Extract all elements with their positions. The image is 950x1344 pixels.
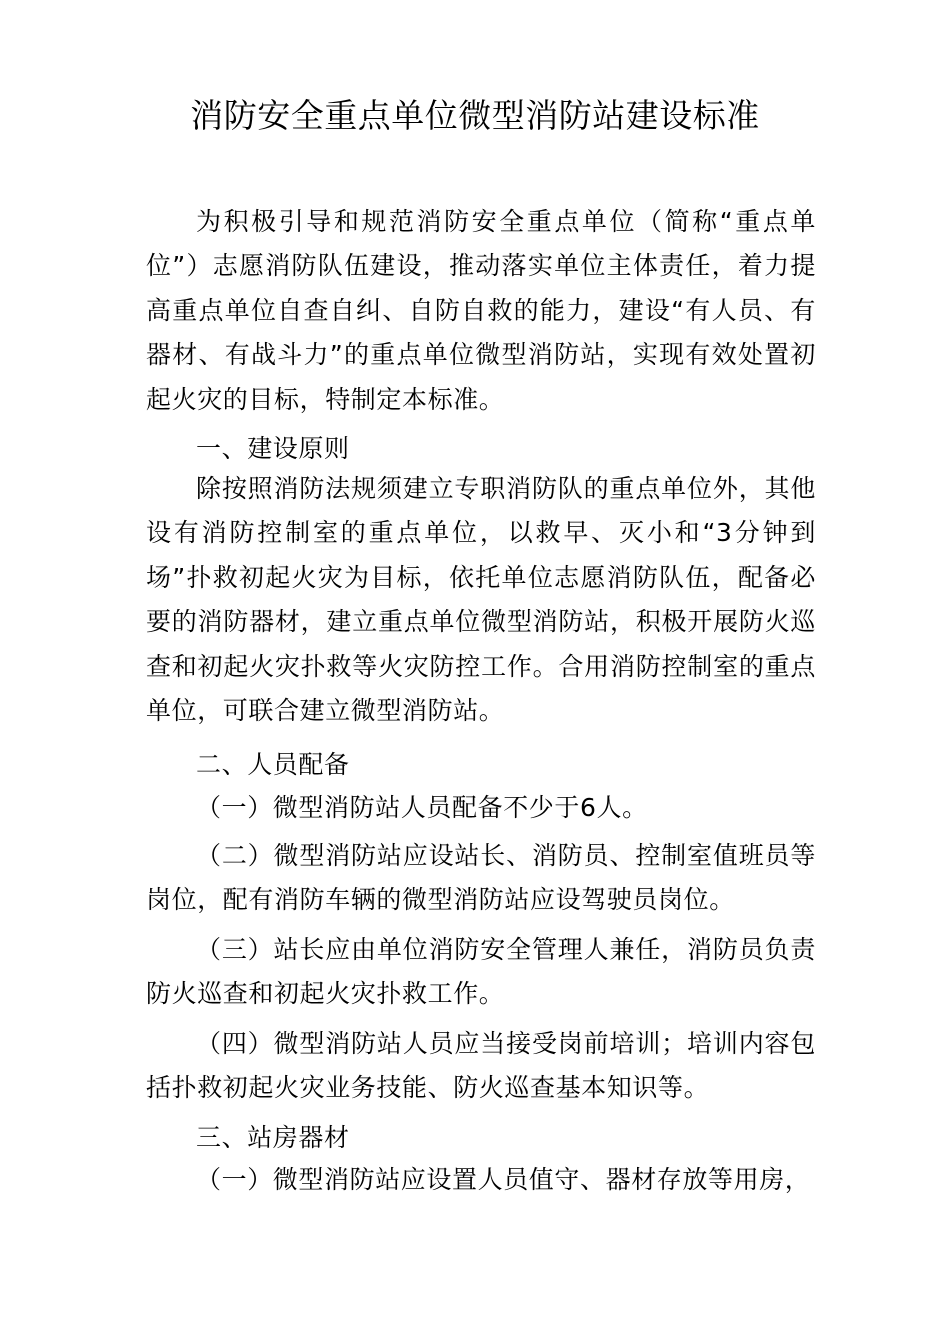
document-title: 消防安全重点单位微型消防站建设标准: [190, 96, 760, 135]
section-heading-principles: 一、建设原则: [196, 434, 350, 463]
section-heading-facilities: 三、站房器材: [196, 1123, 350, 1152]
intro-paragraph: 为积极引导和规范消防安全重点单位（简称“重点单位”）志愿消防队伍建设，推动落实单位主体责任，着力提高重点单位自查自纠、自防自救的能力，建设“有人员、有器材、有战斗力”的重点单位微型消防站，实现有效处置初起火灾的目标，特制定本标准。: [146, 207, 816, 414]
principles-paragraph: 除按照消防法规须建立专职消防队的重点单位外，其他设有消防控制室的重点单位，以救早、灭小和“3分钟到场”扑救初起火灾为目标，依托单位志愿消防队伍，配备必要的消防器材，建立重点单位微型消防站，积极开展防火巡查和初起火灾扑救等火灾防控工作。合用消防控制室的重点单位，可联合建立微型消防站。: [146, 474, 816, 726]
staffing-item-1: （一）微型消防站人员配备不少于6人。: [196, 793, 648, 822]
staffing-item-4: （四）微型消防站人员应当接受岗前培训；培训内容包括扑救初起火灾业务技能、防火巡查基本知识等。: [146, 1029, 816, 1103]
staffing-item-3: （三）站长应由单位消防安全管理人兼任，消防员负责防火巡查和初起火灾扑救工作。: [146, 935, 816, 1009]
facilities-item-1: （一）微型消防站应设置人员值守、器材存放等用房，: [196, 1165, 811, 1194]
section-heading-staffing: 二、人员配备: [196, 750, 350, 779]
staffing-item-2: （二）微型消防站应设站长、消防员、控制室值班员等岗位，配有消防车辆的微型消防站应设驾驶员岗位。: [146, 841, 816, 915]
